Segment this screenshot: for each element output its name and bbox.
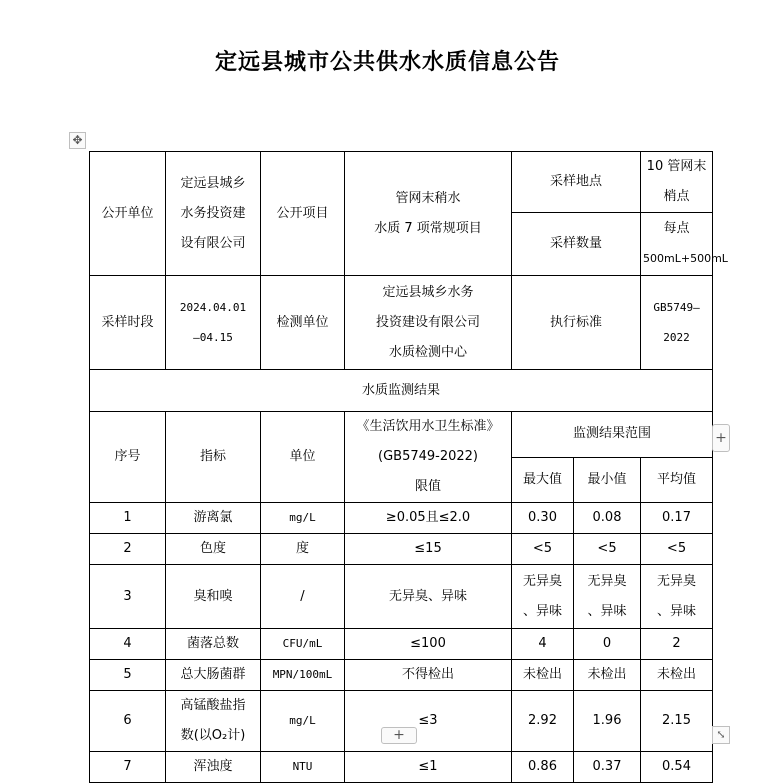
row-unit: 度 — [261, 534, 345, 565]
row-max: 0.30 — [512, 503, 574, 534]
row-unit: mg/L — [261, 503, 345, 534]
row-avg: 2 — [641, 629, 713, 660]
header-avg: 平均值 — [641, 457, 713, 503]
row-min: 1.96 — [574, 691, 641, 752]
sampling-qty-label: 采样数量 — [512, 213, 641, 276]
row-max: 0.86 — [512, 752, 574, 783]
row-max: 无异臭 、异味 — [512, 565, 574, 629]
row-index: 1 — [90, 503, 166, 534]
row-unit: CFU/mL — [261, 629, 345, 660]
row-indicator: 臭和嗅 — [166, 565, 261, 629]
row-indicator: 高锰酸盐指 数(以O₂计) — [166, 691, 261, 752]
row-avg: <5 — [641, 534, 713, 565]
row-limit: ≥0.05且≤2.0 — [345, 503, 512, 534]
row-min: 未检出 — [574, 660, 641, 691]
row-limit: 不得检出 — [345, 660, 512, 691]
row-avg: 0.17 — [641, 503, 713, 534]
sampling-site-value: 10 管网末梢点 — [641, 152, 713, 213]
row-indicator: 色度 — [166, 534, 261, 565]
header-index: 序号 — [90, 412, 166, 503]
standard-label: 执行标准 — [512, 276, 641, 370]
row-min: 0 — [574, 629, 641, 660]
row-indicator: 菌落总数 — [166, 629, 261, 660]
add-column-button[interactable]: + — [712, 424, 730, 452]
row-limit: ≤100 — [345, 629, 512, 660]
table-row — [90, 503, 713, 534]
testing-unit-label: 检测单位 — [261, 276, 345, 370]
row-max: 2.92 — [512, 691, 574, 752]
water-quality-table — [89, 151, 728, 783]
add-row-button[interactable]: + — [381, 727, 417, 744]
row-max: 4 — [512, 629, 574, 660]
row-avg: 2.15 — [641, 691, 713, 752]
row-index: 5 — [90, 660, 166, 691]
row-limit: 无异臭、异味 — [345, 565, 512, 629]
table-row — [90, 534, 713, 565]
row-min: <5 — [574, 534, 641, 565]
row-unit: MPN/100mL — [261, 660, 345, 691]
public-unit-value: 定远县城乡 水务投资建 设有限公司 — [166, 152, 261, 276]
table-row — [90, 660, 713, 691]
row-min: 0.08 — [574, 503, 641, 534]
sampling-site-label: 采样地点 — [512, 152, 641, 213]
row-index: 7 — [90, 752, 166, 783]
header-unit: 单位 — [261, 412, 345, 503]
testing-unit-value: 定远县城乡水务 投资建设有限公司 水质检测中心 — [345, 276, 512, 370]
sampling-qty-value: 每点 500mL+500mL — [641, 213, 713, 276]
public-item-label: 公开项目 — [261, 152, 345, 276]
section-title: 水质监测结果 — [90, 370, 713, 412]
header-indicator: 指标 — [166, 412, 261, 503]
row-index: 3 — [90, 565, 166, 629]
header-max: 最大值 — [512, 457, 574, 503]
header-min: 最小值 — [574, 457, 641, 503]
table-row — [90, 752, 713, 783]
row-unit: mg/L — [261, 691, 345, 752]
row-limit: ≤15 — [345, 534, 512, 565]
row-indicator: 总大肠菌群 — [166, 660, 261, 691]
public-item-value: 管网末稍水 水质 7 项常规项目 — [345, 152, 512, 276]
row-limit: ≤3 — [345, 691, 512, 752]
standard-value: GB5749—2022 — [641, 276, 713, 370]
row-index: 4 — [90, 629, 166, 660]
row-indicator: 游离氯 — [166, 503, 261, 534]
sampling-period-value: 2024.04.01 —04.15 — [166, 276, 261, 370]
row-max: <5 — [512, 534, 574, 565]
row-unit: / — [261, 565, 345, 629]
table-move-handle-icon[interactable]: ✥ — [69, 132, 86, 149]
table-row — [90, 629, 713, 660]
row-min: 无异臭 、异味 — [574, 565, 641, 629]
public-unit-label: 公开单位 — [90, 152, 166, 276]
table-resize-handle-icon[interactable]: ⤡ — [712, 726, 730, 744]
row-avg: 未检出 — [641, 660, 713, 691]
row-index: 6 — [90, 691, 166, 752]
header-range: 监测结果范围 — [512, 412, 713, 458]
row-indicator: 浑浊度 — [166, 752, 261, 783]
header-limit: 《生活饮用水卫生标准》 (GB5749-2022) 限值 — [345, 412, 512, 503]
page-title: 定远县城市公共供水水质信息公告 — [214, 50, 560, 75]
table-row — [90, 565, 713, 629]
row-max: 未检出 — [512, 660, 574, 691]
row-index: 2 — [90, 534, 166, 565]
row-avg: 无异臭 、异味 — [641, 565, 713, 629]
row-unit: NTU — [261, 752, 345, 783]
row-limit: ≤1 — [345, 752, 512, 783]
row-avg: 0.54 — [641, 752, 713, 783]
row-min: 0.37 — [574, 752, 641, 783]
sampling-period-label: 采样时段 — [90, 276, 166, 370]
